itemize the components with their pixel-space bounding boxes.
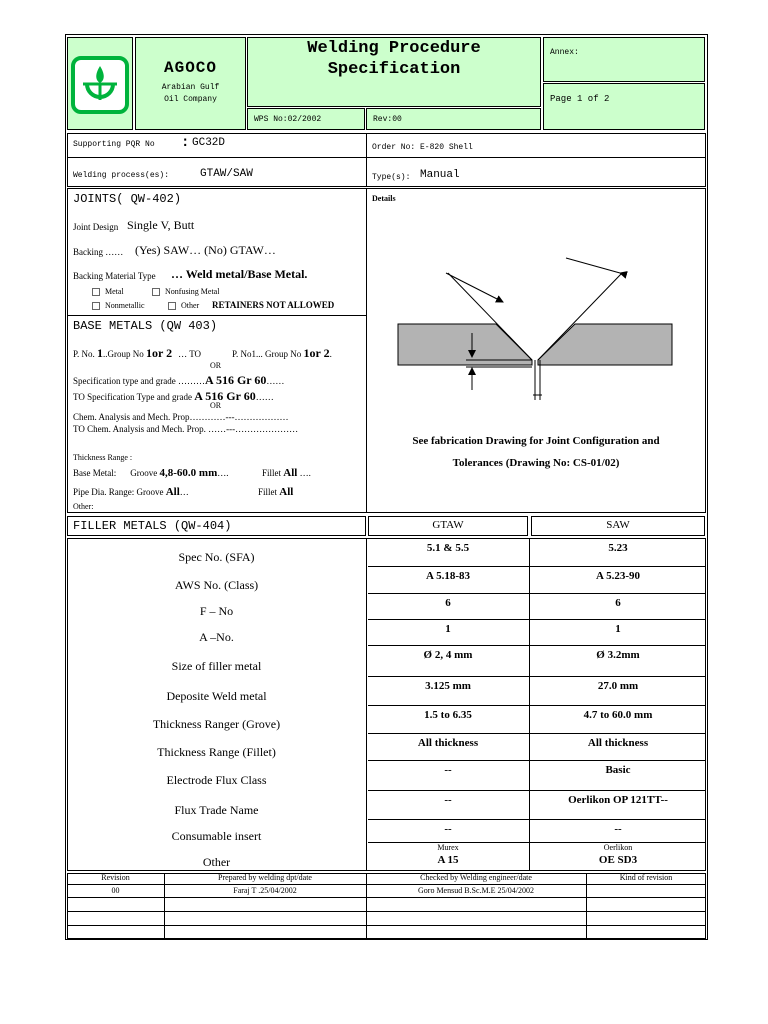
filler-row-label: A –No. bbox=[199, 630, 234, 644]
thickness-range-label: Thickness Range : bbox=[73, 453, 133, 462]
to-spec-line bbox=[73, 390, 274, 402]
base-metals-heading: BASE METALS (QW 403) bbox=[73, 319, 218, 333]
type-value: Manual bbox=[420, 169, 460, 181]
filler-gtaw-value: 1.5 to 6.35 bbox=[424, 709, 472, 721]
filler-heading-cell bbox=[67, 516, 366, 536]
or-2: OR bbox=[210, 401, 222, 410]
filler-saw-value: OE SD3 bbox=[598, 854, 638, 866]
annex-label: Annex: bbox=[550, 48, 579, 57]
filler-row-label: F – No bbox=[199, 604, 234, 618]
option-other bbox=[168, 302, 199, 310]
filler-gtaw-small: Murex bbox=[437, 843, 459, 852]
checkbox-icon[interactable] bbox=[168, 302, 176, 310]
doc-title-line1: Welding Procedure bbox=[307, 39, 481, 58]
backing-material-value: … Weld metal/Base Metal. bbox=[171, 267, 308, 281]
plate-left bbox=[398, 324, 532, 365]
fillet-line bbox=[262, 468, 311, 479]
p-no-value-a: 1 bbox=[97, 346, 104, 360]
filler-heading: FILLER METALS (QW-404) bbox=[73, 519, 232, 533]
col-saw: SAW bbox=[606, 519, 630, 531]
pipe-line bbox=[73, 487, 189, 498]
order-no: Order No: E-820 Shell bbox=[372, 143, 473, 152]
filler-gtaw-value: 5.1 & 5.5 bbox=[426, 542, 470, 554]
retainers-note: RETAINERS NOT ALLOWED bbox=[212, 300, 335, 310]
groove-tail: …. bbox=[217, 468, 229, 478]
filler-gtaw-value: A 5.18-83 bbox=[426, 570, 470, 582]
base-metal-label: Base Metal: bbox=[73, 468, 117, 478]
or-1: OR bbox=[210, 361, 222, 370]
filler-row-label: Size of filler metal bbox=[171, 659, 262, 673]
leader-right bbox=[566, 258, 620, 273]
pipe-tail: … bbox=[179, 487, 189, 497]
filler-row-label: Deposite Weld metal bbox=[166, 689, 267, 703]
details-note-line1: See fabrication Drawing for Joint Configuration and bbox=[412, 435, 660, 447]
backing-label: Backing …… bbox=[73, 247, 124, 257]
company-cell bbox=[135, 37, 246, 130]
filler-saw-value: Oerlikon OP 121TT-- bbox=[568, 794, 668, 806]
details-label: Details bbox=[372, 194, 396, 203]
rev-r-checked: Goro Mensud B.Sc.M.E 25/04/2002 bbox=[418, 886, 534, 895]
option-nonmetallic bbox=[92, 302, 145, 310]
filler-row-label: Thickness Range (Fillet) bbox=[157, 745, 276, 759]
wps-no: WPS No:02/2002 bbox=[254, 115, 322, 124]
process-label: Welding process(es): bbox=[73, 171, 170, 180]
filler-saw-value: 6 bbox=[615, 597, 621, 609]
doc-title-line2: Specification bbox=[327, 60, 461, 79]
filler-row-label: Thickness Ranger (Grove) bbox=[152, 717, 281, 731]
filler-gtaw-value: Ø 2, 4 mm bbox=[423, 649, 473, 661]
rev-cell bbox=[366, 108, 541, 130]
p-no-label-b: P. No1 bbox=[232, 349, 257, 359]
filler-gtaw-value: -- bbox=[444, 764, 452, 776]
spec-tail: …… bbox=[266, 376, 285, 386]
annex-cell bbox=[543, 37, 705, 82]
filler-gtaw-value: 3.125 mm bbox=[425, 680, 471, 692]
filler-gtaw-value: 6 bbox=[445, 597, 451, 609]
spec-line bbox=[73, 374, 284, 386]
revision-table bbox=[67, 873, 706, 939]
option-metal-label: Metal bbox=[105, 287, 124, 296]
option-nonmetallic-label: Nonmetallic bbox=[105, 301, 145, 310]
type-label: Type(s): bbox=[372, 173, 411, 182]
page-label: Page 1 of 2 bbox=[550, 94, 610, 104]
filler-gtaw-value: -- bbox=[444, 823, 452, 835]
filler-saw-value: A 5.23-90 bbox=[596, 570, 640, 582]
joint-detail-drawing bbox=[368, 240, 698, 410]
checkbox-icon[interactable] bbox=[92, 288, 100, 296]
details-note-line2: Tolerances (Drawing No: CS-01/02) bbox=[452, 457, 620, 469]
logo-cell bbox=[67, 37, 133, 130]
agoco-logo-icon bbox=[71, 56, 129, 114]
rev-h-kind: Kind of revision bbox=[619, 873, 673, 882]
filler-saw-value: -- bbox=[614, 823, 622, 835]
group-value-b: 1or 2 bbox=[303, 346, 330, 360]
option-nonfusing bbox=[152, 288, 219, 296]
pipe-label: Pipe Dia. Range: Groove bbox=[73, 487, 164, 497]
filler-row-label: Flux Trade Name bbox=[174, 803, 259, 817]
filler-saw-value: Basic bbox=[605, 764, 631, 776]
rev-h-checked: Checked by Welding engineer/date bbox=[420, 873, 532, 882]
groove-label: Groove bbox=[130, 468, 158, 478]
joint-design-label: Joint Design bbox=[73, 222, 119, 232]
pipe-fillet-line bbox=[258, 487, 293, 498]
joints-heading: JOINTS( QW-402) bbox=[73, 192, 182, 206]
rev-r-prepared: Faraj T .25/04/2002 bbox=[233, 886, 297, 895]
rev-r-revision: 00 bbox=[111, 886, 120, 895]
filler-saw-small: Oerlikon bbox=[603, 843, 633, 852]
option-metal bbox=[92, 288, 124, 296]
col-gtaw: GTAW bbox=[432, 519, 464, 531]
filler-gtaw-value: 1 bbox=[445, 623, 451, 635]
filler-row-label: Consumable insert bbox=[171, 829, 262, 843]
company-name-line1: Arabian Gulf bbox=[161, 83, 220, 92]
p-no-line-b: P. No1... Group No 1or 2. bbox=[232, 346, 332, 360]
fillet-tail: …. bbox=[299, 468, 311, 478]
spec-label: Specification type and grade ……… bbox=[73, 376, 205, 386]
filler-saw-value: Ø 3.2mm bbox=[596, 649, 640, 661]
filler-row-label: Spec No. (SFA) bbox=[178, 550, 255, 564]
joint-design-value: Single V, Butt bbox=[127, 218, 195, 232]
spec-value: A 516 Gr 60 bbox=[204, 373, 267, 387]
filler-saw-value: 5.23 bbox=[608, 542, 628, 554]
to-label: … TO bbox=[178, 349, 202, 359]
filler-row-label: Electrode Flux Class bbox=[166, 773, 267, 787]
groove-value: 4,8-60.0 mm bbox=[159, 467, 218, 479]
page-cell bbox=[543, 83, 705, 130]
p-no-line bbox=[73, 347, 201, 359]
rev: Rev:00 bbox=[373, 115, 402, 124]
filler-row-label: Other bbox=[202, 855, 231, 869]
to-spec-value: A 516 Gr 60 bbox=[194, 389, 256, 403]
filler-saw-value: 4.7 to 60.0 mm bbox=[583, 709, 653, 721]
plate-right bbox=[538, 324, 672, 365]
col-gtaw-cell bbox=[368, 516, 528, 536]
pqr-colon: : bbox=[181, 135, 190, 151]
company-abbr: AGOCO bbox=[163, 59, 217, 77]
chem-label: Chem. Analysis and Mech. Prop…………---……………… bbox=[73, 412, 289, 422]
title-cell bbox=[247, 37, 541, 107]
filler-gtaw-value: -- bbox=[444, 794, 452, 806]
filler-saw-value: All thickness bbox=[587, 737, 649, 749]
filler-saw-value: 1 bbox=[615, 623, 621, 635]
company-name-line2: Oil Company bbox=[164, 95, 217, 104]
other-label: Other: bbox=[73, 502, 94, 511]
rev-h-revision: Revision bbox=[101, 873, 130, 882]
to-spec-label: TO Specification Type and grade bbox=[73, 392, 192, 402]
checkbox-icon[interactable] bbox=[92, 302, 100, 310]
group-label-a: ..Group No bbox=[103, 349, 144, 359]
backing-value: (Yes) SAW… (No) GTAW… bbox=[135, 243, 276, 257]
filler-gtaw-value: All thickness bbox=[417, 737, 479, 749]
to-chem-label: TO Chem. Analysis and Mech. Prop. ……---………………… bbox=[73, 424, 299, 434]
backing-material-label: Backing Material Type bbox=[73, 271, 156, 281]
base-metal-line bbox=[73, 468, 229, 479]
pqr-label: Supporting PQR No bbox=[73, 140, 155, 149]
p-no-label-a: P. No. bbox=[73, 349, 95, 359]
col-saw-cell bbox=[531, 516, 705, 536]
fillet-label: Fillet bbox=[262, 468, 282, 478]
option-other-label: Other bbox=[181, 301, 200, 310]
rev-h-prepared: Prepared by welding dpt/date bbox=[218, 873, 312, 882]
to-spec-tail: …… bbox=[255, 392, 274, 402]
filler-saw-value: 27.0 mm bbox=[597, 680, 639, 692]
filler-row-label: AWS No. (Class) bbox=[174, 578, 259, 592]
wps-no-cell bbox=[247, 108, 365, 130]
option-nonfusing-label: Nonfusing Metal bbox=[165, 287, 220, 296]
leader-left bbox=[446, 273, 503, 302]
group-label-b: ... Group No bbox=[256, 349, 302, 359]
pipe-fillet-label: Fillet bbox=[258, 487, 278, 497]
fillet-value: All bbox=[283, 467, 298, 479]
filler-gtaw-value: A 15 bbox=[437, 854, 459, 866]
pqr-value: GC32D bbox=[192, 137, 226, 149]
checkbox-icon[interactable] bbox=[152, 288, 160, 296]
group-value-a: 1or 2 bbox=[146, 346, 173, 360]
pipe-fillet-value: All bbox=[279, 486, 294, 498]
process-value: GTAW/SAW bbox=[200, 168, 253, 180]
pipe-value: All bbox=[165, 486, 180, 498]
